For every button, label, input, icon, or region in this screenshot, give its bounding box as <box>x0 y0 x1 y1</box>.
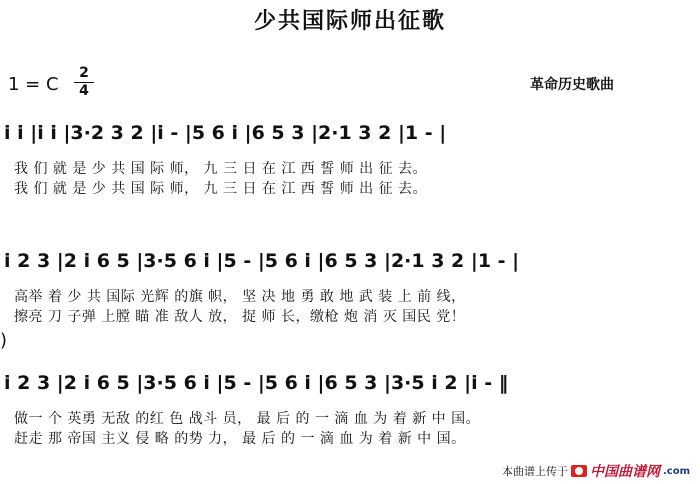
site-name[interactable]: 中国曲谱网 <box>589 464 660 480</box>
lyric-line-3-verse-2: 赶走 那 帝国 主义 侵 略 的势 力， 最 后 的 一 滴 血 为 着 新 中 国。 <box>14 431 466 447</box>
lyric-line-1-verse-2: 我 们 就 是 少 共 国 际 师， 九 三 日 在 江 西 誓 师 出 征 去。 <box>14 181 428 197</box>
notation-line-1: i i |i i |3·2 3 2 |i - |5 6 i |6 5 3 |2·1 3 2 |1 - | <box>4 122 447 144</box>
site-logo-icon <box>571 465 587 477</box>
upload-credit-prefix: 本曲谱上传于 <box>501 465 568 478</box>
lyric-line-1-verse-1: 我 们 就 是 少 共 国 际 师， 九 三 日 在 江 西 誓 师 出 征 去。 <box>14 161 428 177</box>
repeat-bracket: ) <box>0 330 8 351</box>
site-domain: .com <box>662 465 690 477</box>
time-signature-top: 2 <box>79 65 89 81</box>
song-source: 革命历史歌曲 <box>530 77 614 93</box>
page-title: 少共国际师出征歌 <box>253 9 446 34</box>
notation-line-3: i 2 3 |2 i 6 5 |3·5 6 i |5 - |5 6 i |6 5 3 |3·5 i 2 |i - ‖ <box>4 372 509 394</box>
lyric-line-2-verse-1: 高举 着 少 共 国际 光辉 的旗 帜， 坚 决 地 勇 敢 地 武 装 上 前 线， <box>14 289 466 305</box>
upload-credit <box>502 461 690 481</box>
notation-line-2: i 2 3 |2 i 6 5 |3·5 6 i |5 - |5 6 i |6 5 3 |2·1 3 2 |1 - | <box>4 250 520 272</box>
key-signature: 1 = C <box>8 74 59 95</box>
time-signature <box>74 66 94 99</box>
lyric-line-2-verse-2: 擦亮 刀 子弹 上膛 瞄 准 敌人 放， 捉 师 长，缴枪 炮 消 灭 国民 党！ <box>14 309 466 325</box>
lyric-line-3-verse-1: 做一 个 英勇 无敌 的红 色 战斗 员， 最 后 的 一 滴 血 为 着 新 中 国。 <box>14 411 481 427</box>
time-signature-bottom: 4 <box>79 83 89 99</box>
